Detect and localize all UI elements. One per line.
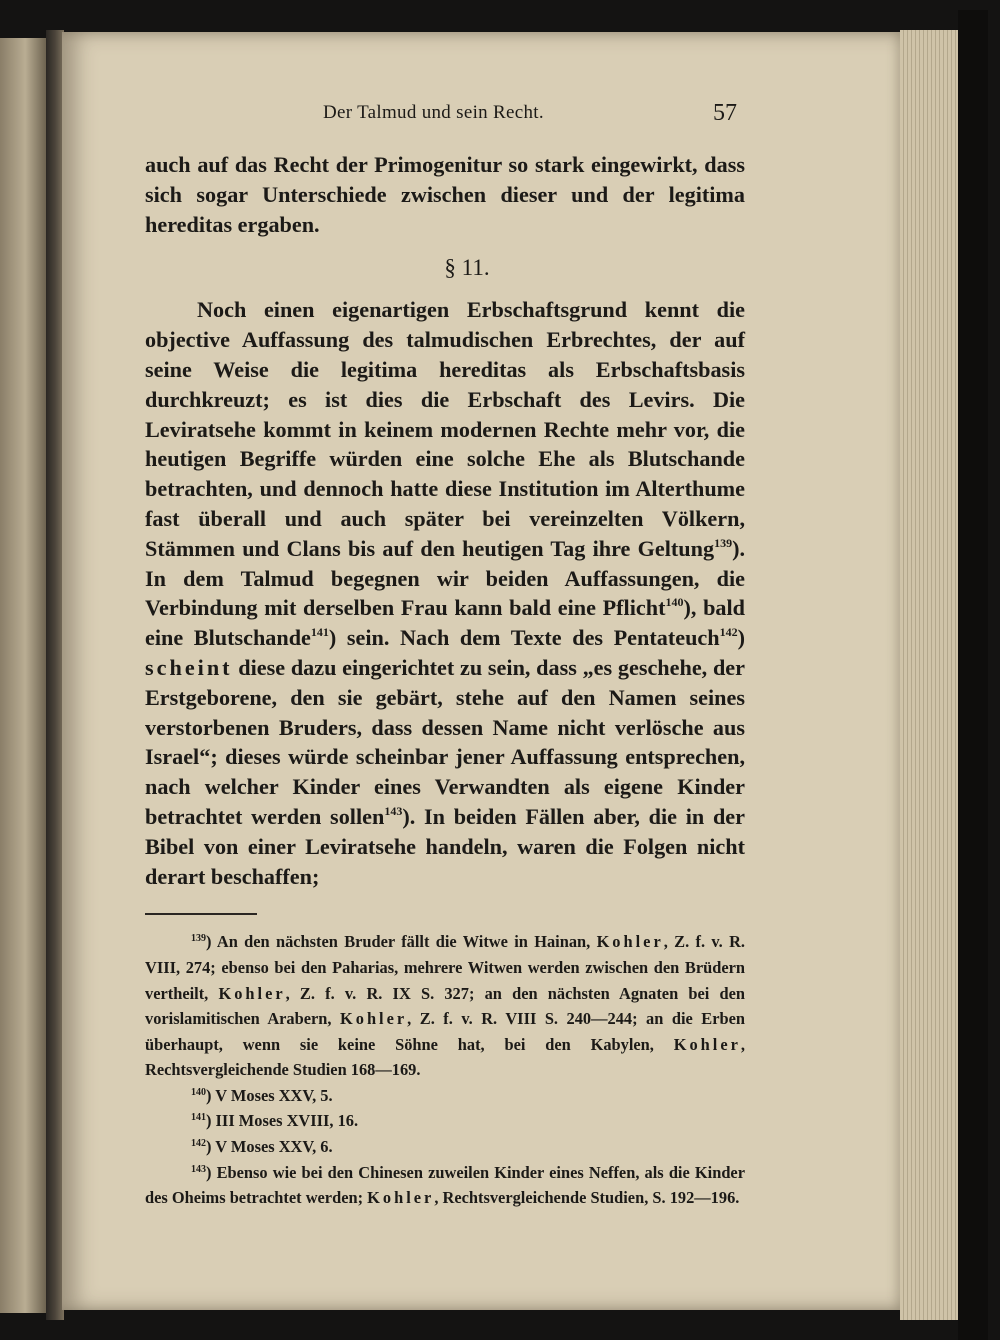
paragraph-text: Noch einen eigenartigen Erbschaftsgrund kennt die objective Auffassung des talmudischen Erbrechtes, der auf seine Weise die legitima hereditas als Erbschaftsbasis durchkreuzt; es ist dies die Erbschaft des Levirs. Die Leviratsehe kommt in keinem modernen Rechte mehr vor, die heutigen Begriffe würden eine solche Ehe als Blutschande betrachten, und dennoch hatte diese Institution im Alterthume fast überall und auch später bei vereinzelten Völkern, Stämmen und Clans bis auf den heutigen Tag ihre Geltung	[145, 297, 745, 561]
footnote-text: ) V Moses XXV, 5.	[206, 1085, 333, 1105]
footnote-number: 139	[191, 933, 206, 945]
footnote-text: , Z. f. v. R. VIII S. 240—244; an die Erben überhaupt, wenn sie keine Söhne hat, bei den Kabylen,	[145, 1009, 745, 1054]
footnote-142	[145, 1134, 745, 1160]
footnote-number: 142	[191, 1138, 206, 1150]
footnote-ref-141[interactable]: 141	[310, 625, 329, 640]
book-cover-edge	[958, 10, 988, 1340]
footnote-ref-143[interactable]: 143	[384, 803, 403, 818]
footnote-text: ) An den nächsten Bruder fällt die Witwe in Hainan,	[206, 932, 597, 952]
footnote-number: 141	[191, 1112, 206, 1124]
footnote-ref-139[interactable]: 139	[714, 535, 733, 550]
footnote-divider	[145, 913, 257, 915]
author-name: Kohler	[596, 932, 664, 952]
paragraph-text: ), bald eine Blutschande	[145, 595, 746, 651]
footnote-text: , Rechtsvergleichende Studien 168—169.	[145, 1034, 745, 1080]
left-page-edge	[0, 38, 46, 1313]
footnote-141	[145, 1108, 745, 1134]
footnote-140	[145, 1083, 745, 1109]
footnote-text: , Rechtsvergleichende Studien, S. 192—196.	[434, 1188, 740, 1208]
footnote-text: , Z. f. v. R. IX S. 327; an den nächsten Agnaten bei den vorislamitischen Arabern,	[145, 983, 746, 1029]
page-text-block	[145, 100, 745, 1211]
section-heading	[145, 255, 745, 281]
author-name: Kohler	[673, 1034, 741, 1054]
footnote-text: , Z. f. v. R. VIII, 274; ebenso bei den Paharias, mehrere Witwen werden zwischen den Brüdern vertheilt,	[145, 932, 745, 1003]
footnote-139	[145, 929, 745, 1083]
footnote-number: 140	[191, 1086, 206, 1098]
paragraph-text: )	[737, 625, 745, 651]
paragraph-text: diese dazu eingerichtet zu sein, dass „es geschehe, der Erstgeborene, den sie gebärt, stehe auf den Namen seines verstorbenen Bruders, dass dessen Name nicht verlösche aus Israel“; dieses würde scheinbar jener Auffassung entsprechen, nach welcher Kinder eines Verwandten als eigene Kinder betrachtet werden sollen	[145, 654, 745, 829]
footnote-text: ) Ebenso wie bei den Chinesen zuweilen Kinder eines Neffen, als die Kinder des Oheims betrachtet werden;	[145, 1162, 745, 1208]
paragraph-text: ). In beiden Fällen aber, die in der Bibel von einer Leviratsehe handeln, waren die Folgen nicht derart beschaffen;	[145, 803, 745, 889]
spaced-emphasis: scheint	[145, 654, 233, 680]
footnotes	[145, 929, 745, 1211]
footnote-text: ) III Moses XVIII, 16.	[206, 1111, 359, 1131]
footnote-ref-142[interactable]: 142	[719, 625, 738, 640]
running-head	[145, 100, 745, 134]
page-number: 57	[713, 100, 737, 126]
running-title: Der Talmud und sein Recht.	[323, 102, 544, 123]
author-name: Kohler	[367, 1188, 435, 1208]
paragraph-continuation: auch auf das Recht der Primogenitur so stark eingewirkt, dass sich sogar Unterschiede zwischen dieser und der legitima hereditas ergaben.	[145, 152, 745, 237]
author-name: Kohler	[340, 1009, 408, 1029]
footnote-number: 143	[191, 1163, 206, 1175]
page-stack-edge	[900, 30, 960, 1320]
footnote-text: ) V Moses XXV, 6.	[206, 1137, 333, 1157]
section-title: § 11.	[444, 255, 490, 281]
paragraph-text: ) sein. Nach dem Texte des Pentateuch	[328, 625, 720, 651]
author-name: Kohler	[218, 983, 286, 1003]
paragraph-leviratsehe	[145, 295, 745, 891]
footnote-ref-140[interactable]: 140	[665, 595, 684, 610]
footnote-143	[145, 1160, 745, 1211]
paragraph-text: ). In dem Talmud begegnen wir beiden Auffassungen, die Verbindung mit derselben Frau kann bald eine Pflicht	[145, 535, 745, 621]
